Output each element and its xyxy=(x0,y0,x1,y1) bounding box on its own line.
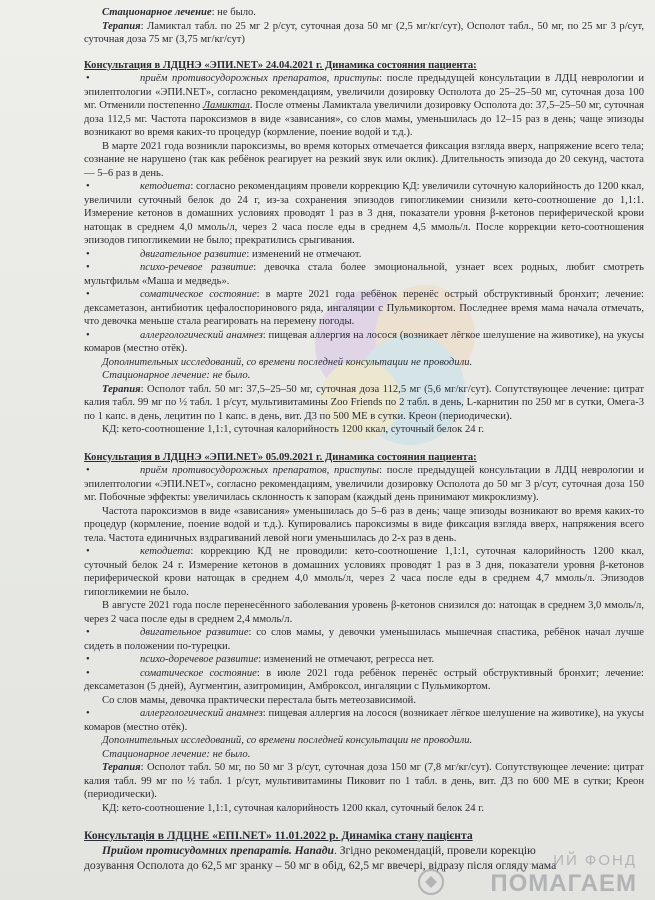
paragraph: • аллергологический анамнез: пищевая аллергия на лосося (возникает лёгкое шелушение на животике), на укусы комаров (местно отёк). xyxy=(84,329,644,354)
section-heading: Консультація в ЛДЦНЕ «ЕПІ.NET» 11.01.2022 р. Динаміка стану пацієнта xyxy=(84,829,473,842)
bullet-icon: • xyxy=(86,289,90,300)
paragraph: дозування Осполота до 62,5 мг зранку – 50 мг в обід, 62,5 мг ввечері, відразу після огляду мамa xyxy=(84,858,557,872)
paragraph: Частота пароксизмов в виде «зависания» уменьшилась до 5–6 раз в день; чаще эпизоды возникают во время каких-то процедур (кормление, поение водой и т.д.). Купировались пароксизмы в виде фиксация взгляда вверх, напряжения всего тела. Частота единичных вздрагиваний левой ноги уменьшилась до 2-х раз в день. xyxy=(84,505,644,544)
keto-summary: КД: кето-соотношение 1,1:1, суточная калорийность 1200 ккал, суточный белок 24 г. xyxy=(102,424,485,435)
paragraph: Прийом протисудомних препаратів. Напади. Згідно рекомендацій, провели корекцію xyxy=(102,843,536,857)
paragraph: • двигательное развитие: со слов мамы, у девочки уменьшилась мышечная спастика, ребёнок начал лучше сидеть в положении по-турецки. xyxy=(84,627,645,652)
watermark-text: ... ИЙ ФОНД ПОМАГАЕМ xyxy=(417,852,637,898)
bullet-icon: • xyxy=(86,667,90,679)
paragraph: • психо-речевое развитие: девочка стала более эмоциональной, узнает всех родных, любит смотреть мультфильм «Маша и медведь». xyxy=(84,262,644,287)
section-heading: Консультация в ЛДЦНЭ «ЭПИ.NET» 24.04.2021 г. Динамика состояния пациента: xyxy=(84,59,477,71)
therapy-line: Терапия: Осполот табл. 50 мг: 37,5–25–50 мг, суточная доза 112,5 мг (5,6 мг/кг/сут). Сопутствующее лечение: цитрат калия табл. 99 мг по ½ табл. 1 р/сут, мультивитамины Zoo Friends по 2 табл. в день, L-карнитин по 250 мг в сутки, Омега-3 по 1 капс. в день, лецитин по 1 капс. в день, вит. Д3 по 500 МЕ в сутки. Креон (периодически). xyxy=(84,383,644,422)
therapy-line: Терапия: Осполот табл. 50 мг, по 50 мг 3 р/сут, суточная доза 150 мг (7,8 мг/кг/сут). Сопутствующее лечение: цитрат калия табл. 99 мг по ½ табл. 1 р/сут, мультивитамины Пиковит по 1 табл. в день, вит. Д3 по 600 МЕ в сутки; Креон (периодически). xyxy=(84,762,644,800)
bullet-icon: • xyxy=(86,248,90,260)
paragraph: • аллергологический анамнез: пищевая аллергия на лосося (возникает лёгкое шелушение на животике), на укусы комаров (местно отёк). xyxy=(84,708,644,733)
paragraph: • соматическое состояние: в июле 2021 года ребёнок перенёс острый обструктивный бронхит; лечение: дексаметазон (5 дней), Аугментин, азитромицин, Амброксол, ингаляции с Пульмикортом. xyxy=(84,667,644,692)
paragraph: • двигательное развитие: изменений не отмечают. xyxy=(86,248,362,260)
paragraph: • приём противосудорожных препаратов, приступы: после предыдущей консультации в ЛДЦ неврологии и эпилептологии «ЭПИ.NET», согласно рекомендациям, увеличили дозировку Осполота до 50 мг 3 р/сут, суточная доза 150 мг. Побочные эффекты: увеличилась склонность к запорам (каждый день принимают микроклизму). xyxy=(84,465,644,503)
bullet-icon: • xyxy=(86,181,90,192)
paragraph: Стационарное лечение: не было. xyxy=(102,370,251,381)
paragraph: Дополнительных исследований, со времени последней консультации не проводили. xyxy=(102,356,473,368)
keto-summary: КД: кето-соотношение 1,1:1, суточная калорийность 1200 ккал, суточный белок 24 г. xyxy=(102,802,485,814)
document-body xyxy=(84,0,644,873)
paragraph: В августе 2021 года после перенесённого заболевания уровень β-кетонов снизился до: натощак в среднем 3,0 ммоль/л, через 2 часа после еды в среднем 2,4 ммоль/л. xyxy=(84,600,644,625)
paragraph: Стационарное лечение: не было. xyxy=(102,748,251,760)
therapy-line: Терапия: Ламиктал табл. по 25 мг 2 р/сут, суточная доза 50 мг (2,5 мг/кг/сут), Осполот табл., 50 мг, по 25 мг 3 р/сут, суточная доза 75 мг (3,75 мг/кг/сут) xyxy=(84,20,644,45)
paragraph: В марте 2021 года возникли пароксизмы, во время которых отмечается фиксация взгляда вверх, напряжение всего тела; сознание не нарушено (так как ребёнок реагирует на резкий звук или оклик). Длительность эпизода до 20 секунд, частота — 5–6 раз в день. xyxy=(84,140,644,179)
section-heading: Консультация в ЛДЦНЭ «ЭПИ.NET» 05.09.2021 г. Динамика состояния пациента: xyxy=(84,451,477,463)
paragraph: Дополнительных исследований, со времени последней консультации не проводили. xyxy=(102,735,473,746)
bullet-icon: • xyxy=(86,73,90,84)
paragraph: • кетодиета: коррекцию КД не проводили: кето-соотношение 1,1:1, суточная калорийность 1200 ккал, суточный белок 24 г. Измерение кетонов в домашних условиях проводят 1 раз в 3 дня, показатели уровня β-кетонов периферической крови натощак в среднем 4,0 ммоль/л, через 2 часа после еды в среднем 4,7 ммоль/л. Эпизодов гипогликемии не было. xyxy=(84,546,644,598)
paragraph: • приём противосудорожных препаратов, приступы: после предыдущей консультации в ЛДЦ неврологии и эпилептологии «ЭПИ.NET», согласно рекомендациям, увеличили дозировку Осполота до 25–25–50 мг, суточная доза 100 мг. Отменили постепенно Ламиктал. После отмены Ламиктала увеличили дозировку Осполота до: 37,5–25–50 мг, суточная доза 112,5 мг. Частота пароксизмов в виде «зависания», со слов мамы, уменьшилась до 12–15 раз в день; чаще эпизоды возникают во время каких-то процедур (кормление, поение водой и т.д.). xyxy=(84,73,644,138)
paragraph: • кетодиета: согласно рекомендациям провели коррекцию КД: увеличили суточную калорийность до 1200 ккал, увеличили суточный белок до 24 г, из-за сохранения эпизодов гипогликемии снизили кето-соотношение до 1,1:1. Измерение кетонов в домашних условиях проводят 1 раз в 3 дня, показатели уровня β-кетонов периферической крови натощак в среднем 4,0 ммоль/л, через 2 часа после еды в среднем 4,5 ммоль/л. После коррекции кето-соотношения эпизодов гипогликемии не было; прекратились срыгивания. xyxy=(84,181,644,246)
bullet-icon: • xyxy=(86,708,90,719)
paragraph: • психо-доречевое развитие: изменений не отмечают, регресса нет. xyxy=(86,654,435,665)
bullet-icon: • xyxy=(86,465,90,476)
bullet-icon: • xyxy=(86,627,90,638)
paragraph: Со слов мамы, девочка практически перестала быть метеозависимой. xyxy=(102,694,416,706)
inpatient-line: Стационарное лечение: не было. xyxy=(102,7,256,18)
bullet-icon: • xyxy=(86,546,90,557)
bullet-icon: • xyxy=(86,329,90,341)
bullet-icon: • xyxy=(86,654,90,665)
bullet-icon: • xyxy=(86,262,90,273)
paragraph: • соматическое состояние: в марте 2021 года ребёнок перенёс острый обструктивный бронхит; лечение: дексаметазон, антибиотик цефалоспоринового ряда, ингаляции с Пульмикортом. Последнее время мама начала отмечать, что девочка меньше стала реагировать на перемену погоды. xyxy=(84,289,645,327)
